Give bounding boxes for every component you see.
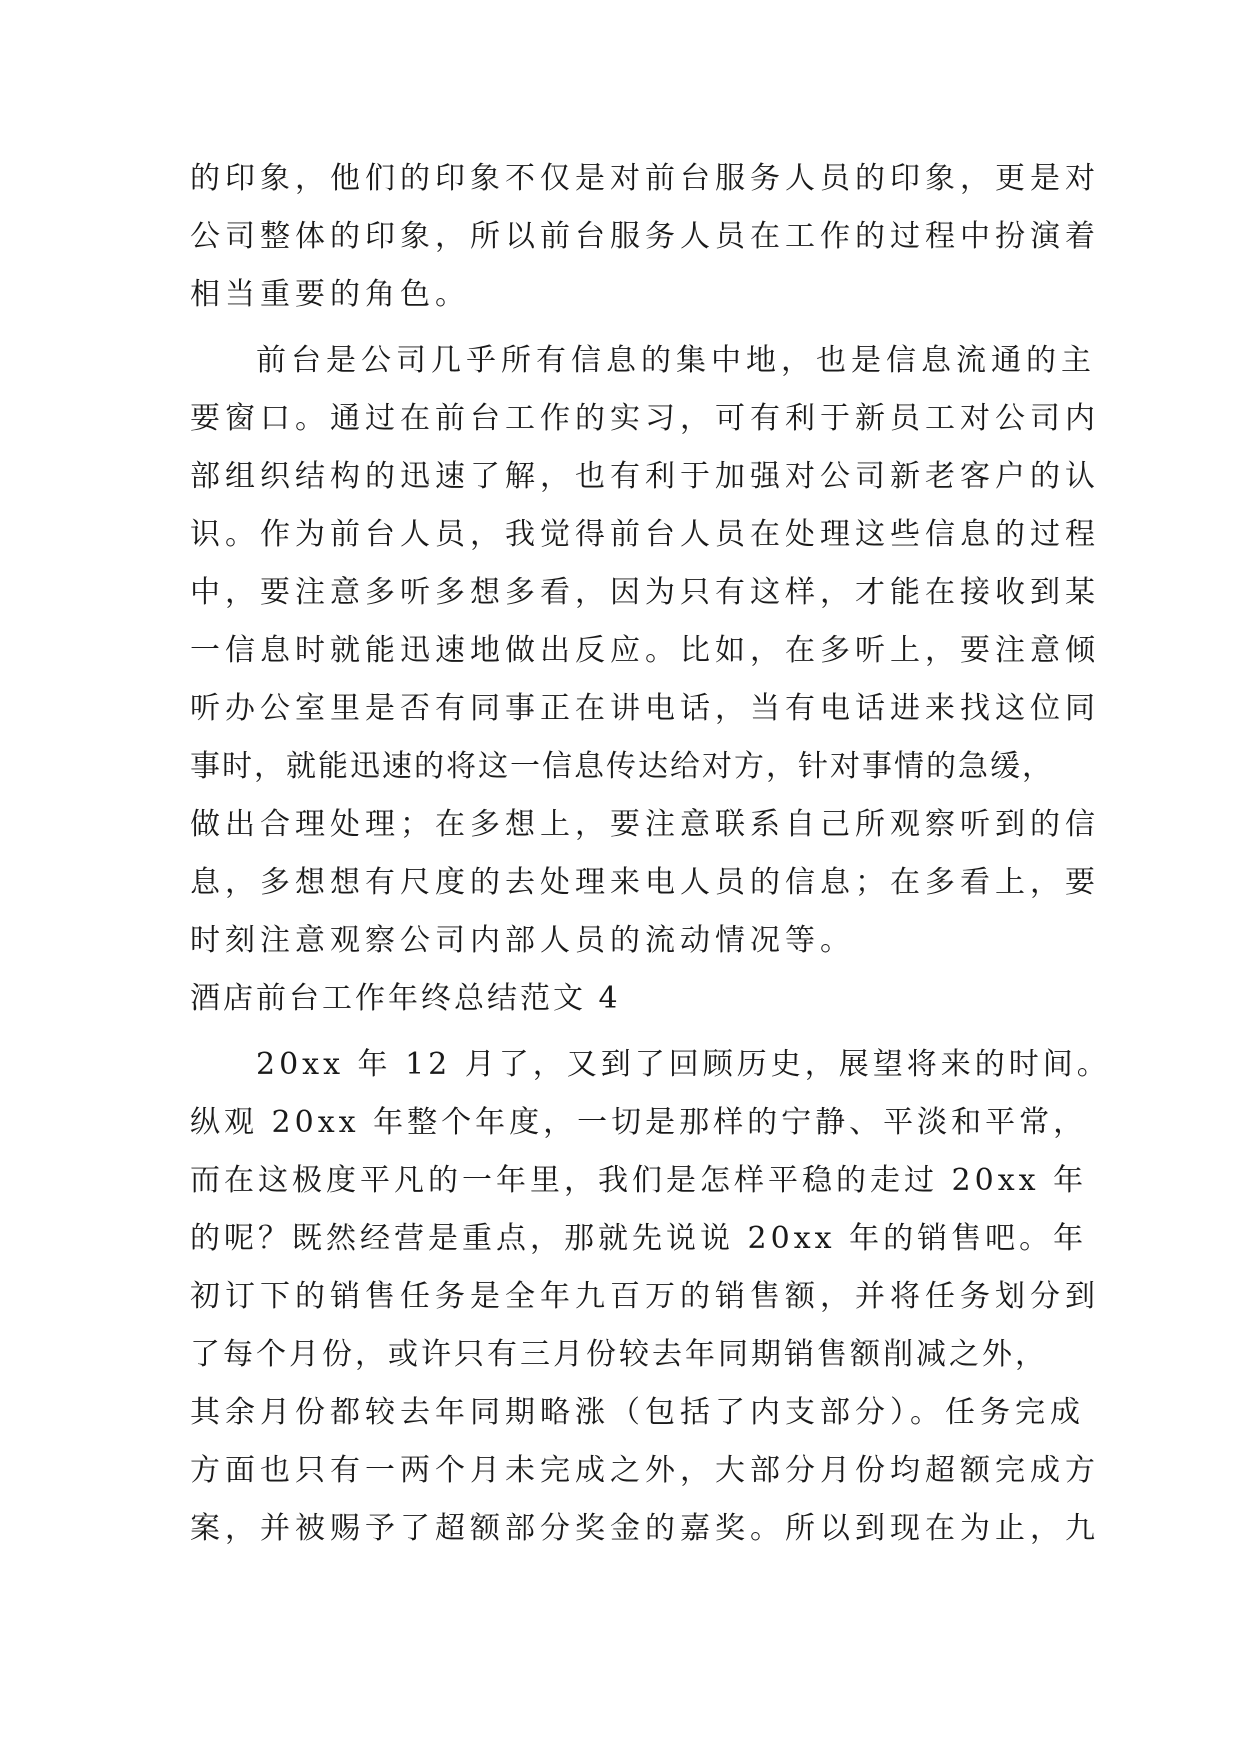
text-line: 了每个月份，或许只有三月份较去年同期销售额削减之外， [190,1337,1048,1372]
text-line: 其余月份都较去年同期略涨（包括了内支部分）。任务完成 [190,1395,1085,1430]
paragraph-continuation [190,150,1100,324]
text-line: 的印象，他们的印象不仅是对前台服务人员的印象，更是对 [190,161,1100,196]
text-line: 初订下的销售任务是全年九百万的销售额，并将任务划分到 [190,1279,1100,1314]
text-line: 事时，就能迅速的将这一信息传达给对方，针对事情的急缓， [190,749,1054,784]
text-line: 20xx 年 12 月了，又到了回顾历史，展望将来的时间。 [256,1047,1111,1082]
document-body [190,150,1111,1558]
text-line: 案，并被赐予了超额部分奖金的嘉奖。所以到现在为止，九 [190,1511,1100,1546]
text-line: 做出合理处理；在多想上，要注意联系自己所观察听到的信 [190,807,1100,842]
text-line: 方面也只有一两个月未完成之外，大部分月份均超额完成方 [190,1453,1100,1488]
section-heading: 酒店前台工作年终总结范文 4 [190,981,621,1016]
text-line: 纵观 20xx 年整个年度，一切是那样的宁静、平淡和平常， [190,1105,1088,1140]
text-line: 听办公室里是否有同事正在讲电话，当有电话进来找这位同 [190,691,1100,726]
text-line: 的呢？既然经营是重点，那就先说说 20xx 年的销售吧。年 [190,1221,1088,1256]
text-line: 时刻注意观察公司内部人员的流动情况等。 [190,923,855,958]
text-line: 中，要注意多听多想多看，因为只有这样，才能在接收到某 [190,575,1100,610]
text-line: 要窗口。通过在前台工作的实习，可有利于新员工对公司内 [190,401,1100,436]
text-line: 相当重要的角色。 [190,277,470,312]
text-line: 公司整体的印象，所以前台服务人员在工作的过程中扮演着 [190,219,1100,254]
text-line: 前台是公司几乎所有信息的集中地，也是信息流通的主 [256,343,1096,378]
text-line: 而在这极度平凡的一年里，我们是怎样平稳的走过 20xx 年 [190,1163,1088,1198]
paragraph-front-desk-info [190,332,1100,970]
text-line: 一信息时就能迅速地做出反应。比如，在多听上，要注意倾 [190,633,1100,668]
paragraph-annual-summary [190,1036,1111,1558]
text-line: 识。作为前台人员，我觉得前台人员在处理这些信息的过程 [190,517,1100,552]
text-line: 息，多想想有尺度的去处理来电人员的信息；在多看上，要 [190,865,1100,900]
text-line: 部组织结构的迅速了解，也有利于加强对公司新老客户的认 [190,459,1100,494]
